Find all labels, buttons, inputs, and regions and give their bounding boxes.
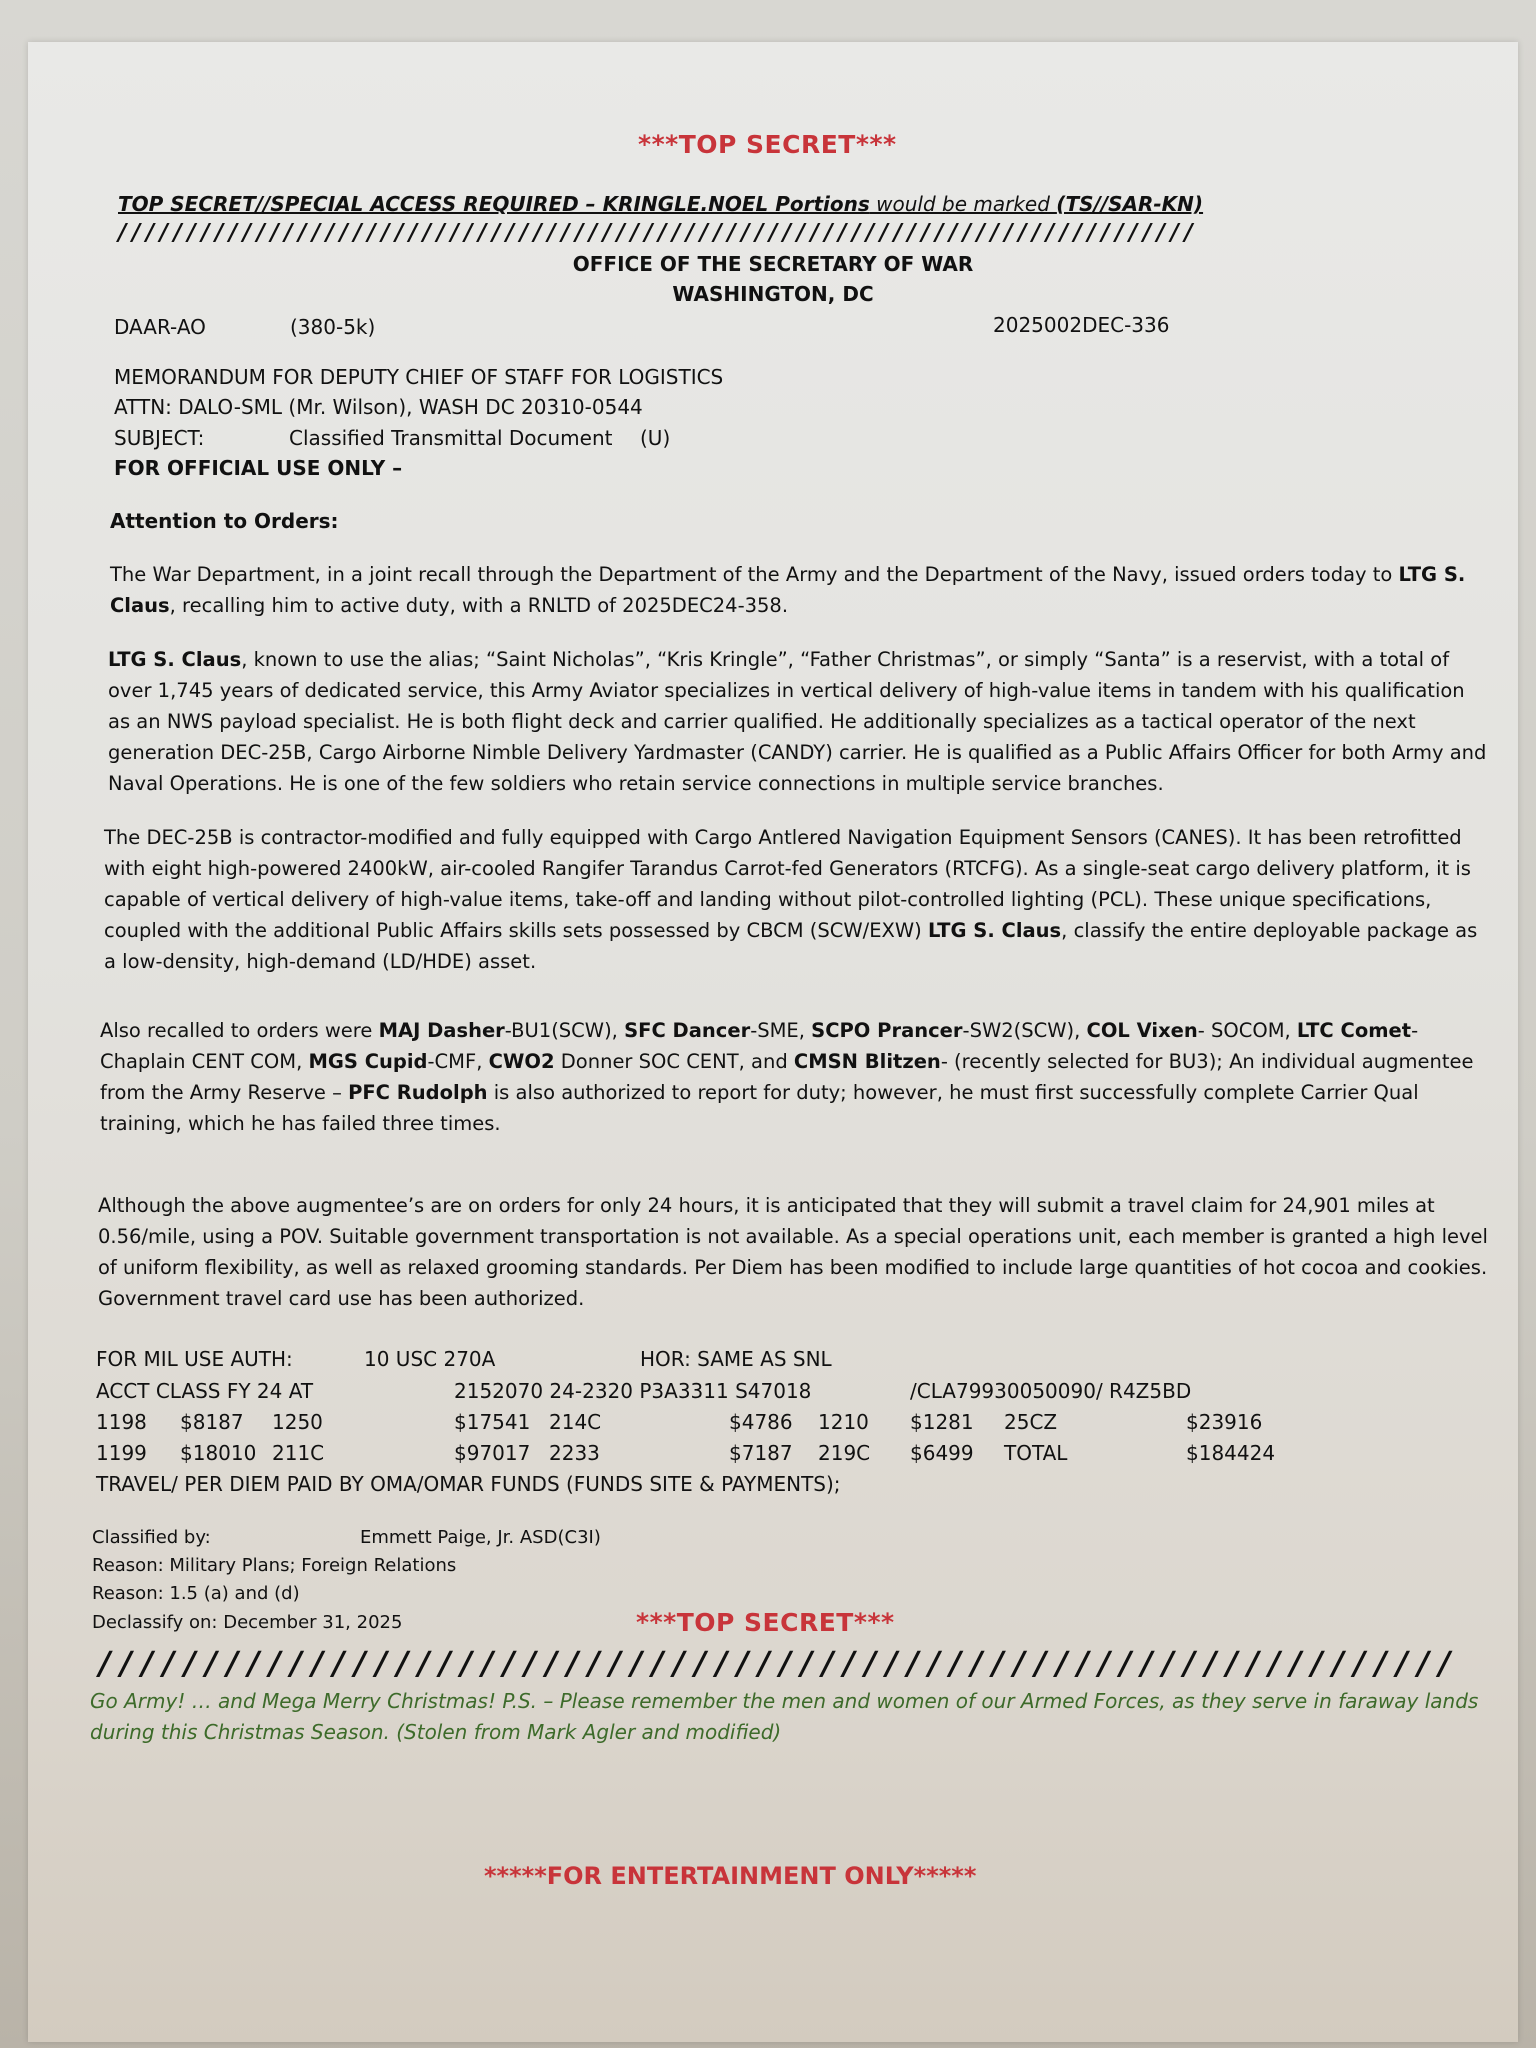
attention-heading: Attention to Orders: [110, 509, 339, 533]
fund-r4-c8: $6499 [910, 1441, 974, 1465]
office-title: OFFICE OF THE SECRETARY OF WAR [572, 252, 974, 276]
crew-cupid: MGS Cupid [308, 1050, 428, 1073]
fund-r1-c3: HOR: SAME AS SNL [640, 1347, 832, 1371]
slash-divider-bottom: //////////////////////////////////////////////////////////////// [96, 1644, 1457, 1682]
p5-text: Although the above augmentee’s are on orders for only 24 hours, it is anticipated that they will submit a travel claim for 24,901 miles at 0.56/mile, using a POV. Suitable government transportation is not available. As a special operations unit, each member is granted a high level of uniform flexibility, as well as relaxed grooming standards. Per Diem has been modified to include large quantities of hot cocoa and cookies. Government travel card use has been authorized. [98, 1194, 1488, 1310]
fund-r1-c2: 10 USC 270A [364, 1347, 496, 1371]
fund-r4-c5: 2233 [549, 1441, 600, 1465]
crew-rudolph: PFC Rudolph [348, 1081, 488, 1104]
reason-line-2: Reason: 1.5 (a) and (d) [92, 1583, 300, 1604]
office-city: WASHINGTON, DC [672, 282, 874, 306]
p1-text-b: , recalling him to active duty, with a RNLTD of 2025DEC24-358. [169, 594, 789, 617]
p2-name: LTG S. Claus [108, 648, 242, 671]
p4-text-9: is also authorized to report for duty; however, he must first successfully complete Carrier Qual training, which he has failed three times. [100, 1081, 1419, 1135]
p3-text-b: , classify the entire deployable package as a low-density, high-demand (LD/HDE) asset. [104, 919, 1478, 973]
fund-r4-c6: $7187 [729, 1441, 793, 1465]
p4-text-4: - SOCOM, [1197, 1019, 1297, 1042]
paragraph-profile [108, 644, 1488, 799]
classified-by-label: Classified by: [92, 1527, 211, 1548]
p4-text-3: -SW2(SCW), [962, 1019, 1087, 1042]
declassify-line: Declassify on: December 31, 2025 [92, 1612, 403, 1633]
fund-r3-c5: 214C [549, 1410, 602, 1434]
fund-r2-c2: 2152070 24-2320 P3A3311 S47018 [454, 1379, 812, 1403]
fund-r3-c4: $17541 [454, 1410, 531, 1434]
fund-r4-c9: TOTAL [1004, 1441, 1068, 1465]
subject-marking: (U) [640, 426, 671, 450]
fund-r3-c9: 25CZ [1004, 1410, 1058, 1434]
subject-label: SUBJECT: [114, 426, 205, 450]
fund-r4-c7: 219C [818, 1441, 871, 1465]
paragraph-aircraft [104, 822, 1494, 977]
p3-name: LTG S. Claus [927, 919, 1062, 942]
classification-banner-code: (TS//SAR-KN) [1056, 192, 1204, 216]
crew-comet: LTC Comet [1296, 1019, 1412, 1042]
crew-dasher: MAJ Dasher [378, 1019, 505, 1042]
document-number: 2025002DEC-336 [993, 313, 1170, 337]
crew-vixen: COL Vixen [1086, 1019, 1198, 1042]
crew-prancer: SCPO Prancer [811, 1019, 963, 1042]
p4-text-1: -BU1(SCW), [504, 1019, 625, 1042]
crew-cwo2: CWO2 [488, 1050, 555, 1073]
attn-line: ATTN: DALO-SML (Mr. Wilson), WASH DC 20310-0544 [114, 395, 643, 419]
p1-name: LTG S. Claus [110, 563, 1466, 617]
paragraph-travel [98, 1190, 1498, 1314]
fund-r3-c10: $23916 [1186, 1410, 1263, 1434]
fund-r3-c7: 1210 [818, 1410, 869, 1434]
fouo-line: FOR OFFICIAL USE ONLY – [114, 456, 403, 480]
fund-r3-c6: $4786 [729, 1410, 793, 1434]
document-page [28, 42, 1518, 2042]
p3-text-a: The DEC-25B is contractor-modified and fully equipped with Cargo Antlered Navigation Equipment Sensors (CANES). It has been retrofitted with eight high-powered 2400kW, air-cooled Rangifer Tarandus Carrot-fed Generators (RTCFG). As a single-seat cargo delivery platform, it is capable of vertical delivery of high-value items, take-off and landing without pilot-controlled lighting (PCL). These unique specifications, coupled with the additional Public Affairs skills sets possessed by CBCM (SCW/EXW) [104, 826, 1471, 942]
fund-r4-c2: $18010 [180, 1441, 257, 1465]
classification-banner-mid: would be marked [869, 192, 1057, 216]
top-secret-footer: ***TOP SECRET*** [636, 1608, 895, 1637]
p2-text: , known to use the alias; “Saint Nicholas”, “Kris Kringle”, “Father Christmas”, or simply “Santa” is a reservist, with a total of over 1,745 years of dedicated service, this Army Aviator specializes in vertical delivery of high-value items in tandem with his qualification as an NWS payload specialist. He is both flight deck and carrier qualified. He additionally specializes as a tactical operator of the next generation DEC-25B, Cargo Airborne Nimble Delivery Yardmaster (CANDY) carrier. He is qualified as a Public Affairs Officer for both Army and Naval Operations. He is one of the few soldiers who retain service connections in multiple service branches. [108, 648, 1487, 795]
fund-r2-c3: /CLA79930050090/ R4Z5BD [910, 1379, 1192, 1403]
fund-r3-c1: 1198 [96, 1410, 147, 1434]
p4-text-2: -SME, [750, 1019, 812, 1042]
p4-text-6: -CMF, [427, 1050, 489, 1073]
crew-dancer: SFC Dancer [624, 1019, 751, 1042]
p4-text-a: Also recalled to orders were [100, 1019, 379, 1042]
subject-value: Classified Transmittal Document [289, 426, 613, 450]
fund-r4-c4: $97017 [454, 1441, 531, 1465]
paragraph-recall [110, 559, 1480, 621]
p4-text-5: -Chaplain CENT COM, [100, 1019, 1419, 1073]
fund-r3-c8: $1281 [910, 1410, 974, 1434]
office-symbol: DAAR-AO [114, 315, 206, 339]
paragraph-crew [100, 1015, 1495, 1139]
classification-banner-main: TOP SECRET//SPECIAL ACCESS REQUIRED – KRINGLE.NOEL Portions [118, 192, 870, 216]
reason-line-1: Reason: Military Plans; Foreign Relations [92, 1555, 457, 1576]
fund-r4-c10: $184424 [1186, 1441, 1276, 1465]
p4-text-8: - (recently selected for BU3); An individual augmentee from the Army Reserve – [100, 1050, 1474, 1104]
fund-r3-c2: $8187 [180, 1410, 244, 1434]
crew-blitzen: CMSN Blitzen [793, 1050, 941, 1073]
top-secret-header: ***TOP SECRET*** [638, 130, 897, 159]
travel-funds-line: TRAVEL/ PER DIEM PAID BY OMA/OMAR FUNDS (FUNDS SITE & PAYMENTS); [96, 1472, 841, 1496]
p1-text-a: The War Department, in a joint recall through the Department of the Army and the Department of the Navy, issued orders today to [110, 563, 1399, 586]
slash-divider-top: ////////////////////////////////////////////////////////////////////////////// [116, 220, 1197, 246]
classification-banner [118, 192, 1203, 216]
memo-for-line: MEMORANDUM FOR DEPUTY CHIEF OF STAFF FOR LOGISTICS [114, 365, 724, 389]
fund-r4-c3: 211C [272, 1441, 325, 1465]
closing-note-text: Go Army! … and Mega Merry Christmas! P.S. – Please remember the men and women of our Armed Forces, as they serve in faraway lands during this Christmas Season. (Stolen from Mark Agler and modified) [90, 1689, 1479, 1744]
fund-r3-c3: 1250 [272, 1410, 323, 1434]
classified-by-value: Emmett Paige, Jr. ASD(C3I) [360, 1527, 601, 1548]
fund-r1-c1: FOR MIL USE AUTH: [96, 1347, 293, 1371]
entertainment-only-notice: *****FOR ENTERTAINMENT ONLY***** [484, 1862, 977, 1890]
p4-text-7: Donner SOC CENT, and [554, 1050, 794, 1073]
fund-r2-c1: ACCT CLASS FY 24 AT [96, 1379, 314, 1403]
fund-r4-c1: 1199 [96, 1441, 147, 1465]
file-code: (380-5k) [290, 315, 376, 339]
closing-note [90, 1686, 1490, 1748]
